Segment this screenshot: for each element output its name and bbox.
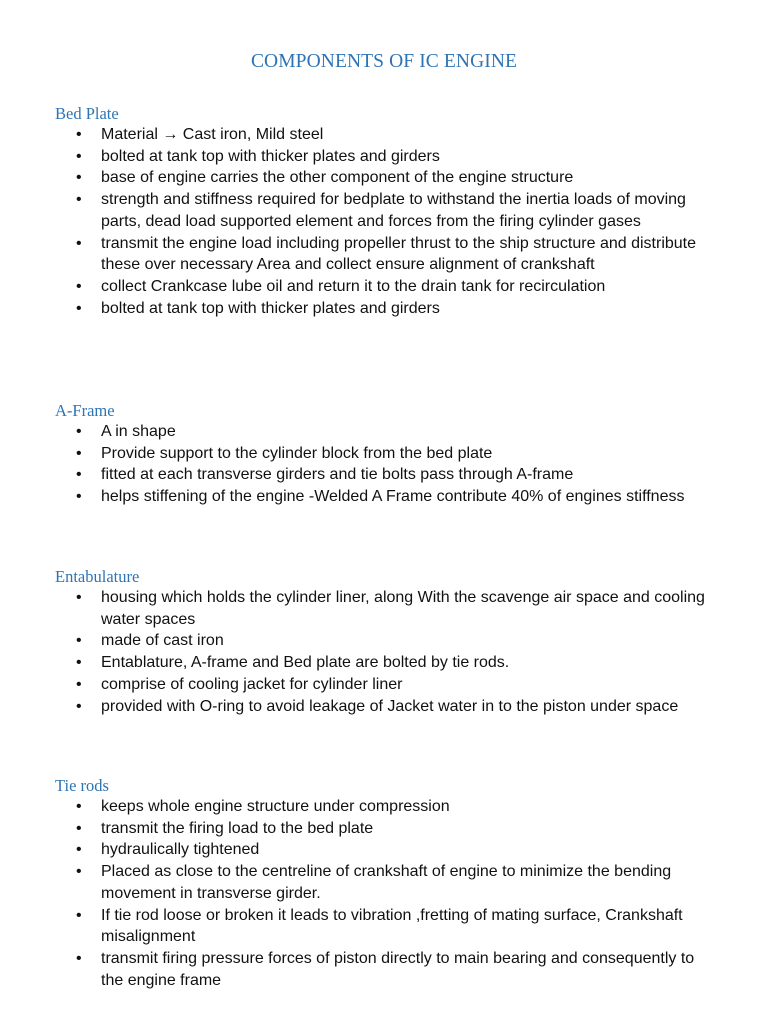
list-item: • comprise of cooling jacket for cylinder liner [55, 674, 715, 696]
list-item: • transmit firing pressure forces of piston directly to main bearing and consequently to the engine frame [55, 948, 715, 991]
section-heading: Tie rods [55, 776, 109, 795]
list-item: • keeps whole engine structure under compression [55, 796, 715, 818]
section-a-frame [55, 400, 715, 508]
list-item: • transmit the engine load including propeller thrust to the ship structure and distribute these over necessary Area and collect ensure alignment of crankshaft [55, 233, 715, 276]
list-item: • Material → Cast iron, Mild steel [55, 124, 715, 146]
list-item: • made of cast iron [55, 630, 715, 652]
section-heading: Entabulature [55, 567, 140, 586]
list-item: • bolted at tank top with thicker plates and girders [55, 146, 715, 168]
list-item: • provided with O-ring to avoid leakage of Jacket water in to the piston under space [55, 696, 715, 718]
section-heading: A-Frame [55, 401, 115, 420]
list-item: • helps stiffening of the engine -Welded A Frame contribute 40% of engines stiffness [55, 486, 715, 508]
list-item: • collect Crankcase lube oil and return it to the drain tank for recirculation [55, 276, 715, 298]
section-heading: Bed Plate [55, 104, 119, 123]
list-item: • base of engine carries the other component of the engine structure [55, 167, 715, 189]
list-item: • hydraulically tightened [55, 839, 715, 861]
list-item: • strength and stiffness required for bedplate to withstand the inertia loads of moving parts, dead load supported element and forces from the firing cylinder gases [55, 189, 715, 232]
bullet-list [55, 796, 715, 991]
list-item: • If tie rod loose or broken it leads to vibration ,fretting of mating surface, Crankshaft misalignment [55, 905, 715, 948]
section-bed-plate [55, 103, 715, 319]
document-title: COMPONENTS OF IC ENGINE [250, 51, 518, 72]
section-tie-rods [55, 775, 715, 991]
bullet-list [55, 587, 715, 717]
list-item: • housing which holds the cylinder liner, along With the scavenge air space and cooling water spaces [55, 587, 715, 630]
list-item: • A in shape [55, 421, 715, 443]
list-item: • bolted at tank top with thicker plates and girders [55, 298, 715, 320]
bullet-list [55, 124, 715, 319]
list-item: • transmit the firing load to the bed plate [55, 818, 715, 840]
list-item: • Placed as close to the centreline of crankshaft of engine to minimize the bending movement in transverse girder. [55, 861, 715, 904]
list-item: • Entablature, A-frame and Bed plate are bolted by tie rods. [55, 652, 715, 674]
list-item: • fitted at each transverse girders and tie bolts pass through A-frame [55, 464, 715, 486]
section-entabulature [55, 566, 715, 717]
bullet-list [55, 421, 715, 508]
list-item: • Provide support to the cylinder block from the bed plate [55, 443, 715, 465]
